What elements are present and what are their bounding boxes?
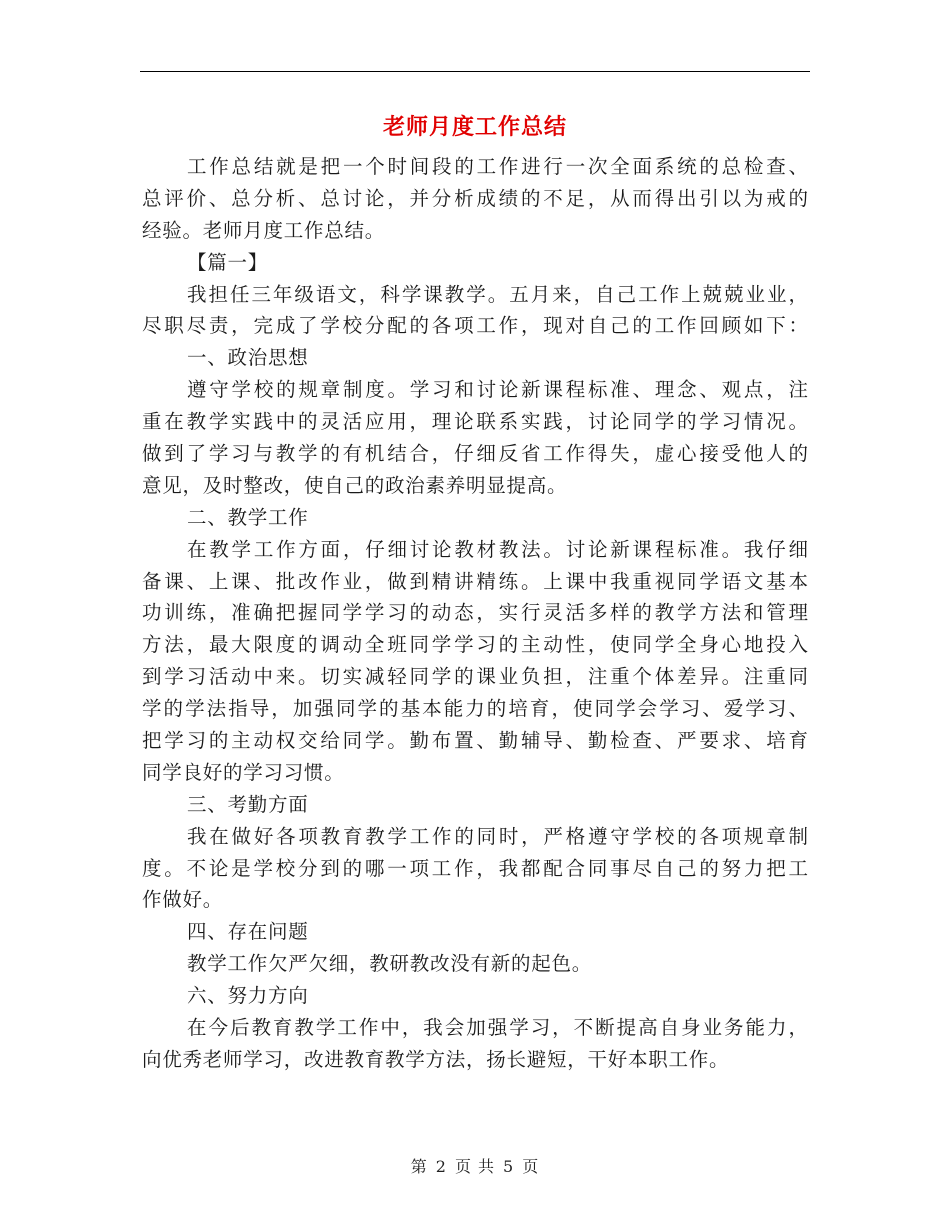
body-line: 度。不论是学校分到的哪一项工作，我都配合同事尽自己的努力把工	[142, 856, 808, 880]
footer-prefix: 第	[410, 1157, 428, 1176]
body-line: 同学良好的学习习惯。	[142, 760, 345, 784]
body-line: 重在教学实践中的灵活应用，理论联系实践，讨论同学的学习情况。	[142, 410, 808, 434]
body-line: 在教学工作方面，仔细讨论教材教法。讨论新课程标准。我仔细	[187, 537, 808, 561]
body-line: 三、考勤方面	[187, 792, 309, 816]
body-line: 四、存在问题	[187, 920, 309, 944]
footer-page-number: 2	[435, 1157, 447, 1176]
document-title: 老师月度工作总结	[382, 114, 567, 140]
body-line: 备课、上课、批改作业，做到精讲精练。上课中我重视同学语文基本	[142, 569, 808, 593]
body-line: 到学习活动中来。切实减轻同学的课业负担，注重个体差异。注重同	[142, 665, 808, 689]
body-line: 把学习的主动权交给同学。勤布置、勤辅导、勤检查、严要求、培育	[142, 729, 808, 753]
body-line: 遵守学校的规章制度。学习和讨论新课程标准、理念、观点，注	[187, 378, 808, 402]
body-line: 向优秀老师学习，改进教育教学方法，扬长避短，干好本职工作。	[142, 1047, 730, 1071]
footer-middle: 页 共	[454, 1157, 496, 1176]
body-line: 作做好。	[142, 888, 224, 912]
footer-suffix: 页	[522, 1157, 540, 1176]
page-footer	[0, 1154, 950, 1177]
header-rule	[140, 71, 810, 72]
body-line: 教学工作欠严欠细，教研教改没有新的起色。	[187, 952, 593, 976]
body-line: 工作总结就是把一个时间段的工作进行一次全面系统的总检查、	[187, 155, 808, 178]
body-line: 我担任三年级语文，科学课教学。五月来，自己工作上兢兢业业，	[187, 282, 808, 306]
body-line: 学的学法指导，加强同学的基本能力的培育，使同学会学习、爱学习、	[142, 697, 808, 721]
document-body	[142, 151, 808, 1076]
footer-total-pages: 5	[503, 1157, 515, 1176]
body-line: 在今后教育教学工作中，我会加强学习，不断提高自身业务能力，	[187, 1016, 808, 1040]
body-line: 方法，最大限度的调动全班同学学习的主动性，使同学全身心地投入	[142, 633, 808, 657]
body-line: 意见，及时整改，使自己的政治素养明显提高。	[142, 473, 568, 497]
body-line: 一、政治思想	[187, 346, 309, 370]
body-line: 做到了学习与教学的有机结合，仔细反省工作得失，虚心接受他人的	[142, 442, 808, 466]
body-line: 尽职尽责，完成了学校分配的各项工作，现对自己的工作回顾如下：	[142, 314, 808, 338]
body-line: 总评价、总分析、总讨论，并分析成绩的不足，从而得出引以为戒的	[142, 186, 808, 210]
body-line: 二、教学工作	[187, 505, 309, 529]
body-line: 功训练，准确把握同学学习的动态，实行灵活多样的教学方法和管理	[142, 601, 808, 625]
body-line: 【篇一】	[187, 250, 269, 274]
body-line: 六、努力方向	[187, 984, 309, 1008]
body-line: 我在做好各项教育教学工作的同时，严格遵守学校的各项规章制	[187, 824, 808, 848]
body-line: 经验。老师月度工作总结。	[142, 218, 386, 242]
